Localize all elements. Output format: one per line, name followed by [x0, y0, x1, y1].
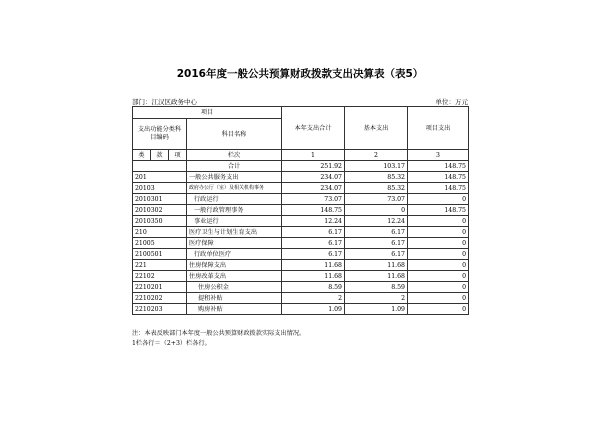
row-code: 201 — [133, 172, 187, 183]
table-row — [133, 293, 469, 304]
row-total: 73.07 — [282, 194, 345, 205]
row-code: 2010301 — [133, 194, 187, 205]
row-code: 21005 — [133, 238, 187, 249]
table-row — [133, 183, 469, 194]
table-row — [133, 260, 469, 271]
row-project: 148.75 — [408, 183, 469, 194]
row-basic: 12.24 — [345, 216, 408, 227]
row-code: 2210203 — [133, 304, 187, 315]
row-name: 提租补贴 — [187, 293, 282, 304]
row-basic: 1.09 — [345, 304, 408, 315]
row-total: 6.17 — [282, 249, 345, 260]
row-basic: 11.68 — [345, 271, 408, 282]
expenditure-table — [132, 106, 469, 315]
footnote-2: 1栏各行＝（2+3）栏各行。 — [132, 340, 211, 347]
xiang-header: 项 — [169, 150, 187, 161]
row-project: 148.75 — [408, 172, 469, 183]
row-name: 一般行政管理事务 — [187, 205, 282, 216]
row-basic: 0 — [345, 205, 408, 216]
row-code: 2010302 — [133, 205, 187, 216]
row-project: 0 — [408, 282, 469, 293]
row-code: 2210201 — [133, 282, 187, 293]
row-basic: 6.17 — [345, 249, 408, 260]
total-basic-value: 103.17 — [345, 161, 408, 172]
row-name: 医疗保障 — [187, 238, 282, 249]
col-index-3: 3 — [408, 150, 469, 161]
kuan-header: 款 — [151, 150, 169, 161]
col-index-2: 2 — [345, 150, 408, 161]
total-value: 251.92 — [282, 161, 345, 172]
row-total: 6.17 — [282, 238, 345, 249]
row-project: 0 — [408, 304, 469, 315]
header-row-1 — [133, 107, 469, 119]
row-total: 2 — [282, 293, 345, 304]
row-code: 210 — [133, 227, 187, 238]
row-basic: 8.59 — [345, 282, 408, 293]
row-total: 8.59 — [282, 282, 345, 293]
row-name: 政府办公厅（室）及相关机构事务 — [187, 183, 282, 194]
table-row — [133, 172, 469, 183]
row-name: 医疗卫生与计划生育支出 — [187, 227, 282, 238]
table-row — [133, 238, 469, 249]
table-row — [133, 227, 469, 238]
report-title: 2016年度一般公共预算财政拨款支出决算表（表5） — [176, 68, 424, 80]
row-project: 0 — [408, 194, 469, 205]
row-project: 0 — [408, 216, 469, 227]
row-total: 234.07 — [282, 172, 345, 183]
row-code: 2010350 — [133, 216, 187, 227]
row-name: 行政运行 — [187, 194, 282, 205]
row-total: 6.17 — [282, 227, 345, 238]
row-name: 住房公积金 — [187, 282, 282, 293]
row-name: 住房改革支出 — [187, 271, 282, 282]
table-row — [133, 304, 469, 315]
row-basic: 11.68 — [345, 260, 408, 271]
row-name: 事业运行 — [187, 216, 282, 227]
table-row — [133, 271, 469, 282]
row-total: 11.68 — [282, 271, 345, 282]
row-basic: 6.17 — [345, 238, 408, 249]
table-row — [133, 194, 469, 205]
row-basic: 73.07 — [345, 194, 408, 205]
row-basic: 85.32 — [345, 183, 408, 194]
subject-name-header: 科目名称 — [187, 119, 282, 150]
table-row — [133, 216, 469, 227]
row-project: 0 — [408, 227, 469, 238]
table-row — [133, 282, 469, 293]
unit-label: 单位：万元 — [435, 98, 468, 106]
row-basic: 85.32 — [345, 172, 408, 183]
row-project: 148.75 — [408, 205, 469, 216]
table-row — [133, 205, 469, 216]
row-project: 0 — [408, 238, 469, 249]
row-code: 221 — [133, 260, 187, 271]
row-name: 购房补贴 — [187, 304, 282, 315]
row-project: 0 — [408, 271, 469, 282]
row-basic: 2 — [345, 293, 408, 304]
department-label: 部门：江汉区政务中心 — [132, 98, 197, 106]
project-exp-header: 项目支出 — [408, 107, 469, 150]
row-project: 0 — [408, 260, 469, 271]
row-code: 22102 — [133, 271, 187, 282]
row-code: 2100501 — [133, 249, 187, 260]
basic-header: 基本支出 — [345, 107, 408, 150]
row-name: 住房保障支出 — [187, 260, 282, 271]
project-header: 项目 — [133, 107, 282, 119]
row-total: 1.09 — [282, 304, 345, 315]
total-header: 本年支出合计 — [282, 107, 345, 150]
row-basic: 6.17 — [345, 227, 408, 238]
total-row — [133, 161, 469, 172]
row-code: 20103 — [133, 183, 187, 194]
row-name: 行政单位医疗 — [187, 249, 282, 260]
col-index-1: 1 — [282, 150, 345, 161]
footnotes — [132, 329, 305, 349]
row-name: 一般公共服务支出 — [187, 172, 282, 183]
total-label: 合计 — [187, 161, 282, 172]
row-total: 148.75 — [282, 205, 345, 216]
total-project-value: 148.75 — [408, 161, 469, 172]
row-total: 11.68 — [282, 260, 345, 271]
row-code: 2210202 — [133, 293, 187, 304]
row-project: 0 — [408, 293, 469, 304]
func-code-header: 支出功能分类科目编码 — [133, 119, 187, 150]
lei-header: 类 — [133, 150, 151, 161]
lanci-label: 栏次 — [187, 150, 282, 161]
row-project: 0 — [408, 249, 469, 260]
footnote-1: 注：本表反映部门本年度一般公共预算财政拨款实际支出情况。 — [132, 330, 306, 337]
row-total: 12.24 — [282, 216, 345, 227]
table-row — [133, 249, 469, 260]
row-total: 234.07 — [282, 183, 345, 194]
